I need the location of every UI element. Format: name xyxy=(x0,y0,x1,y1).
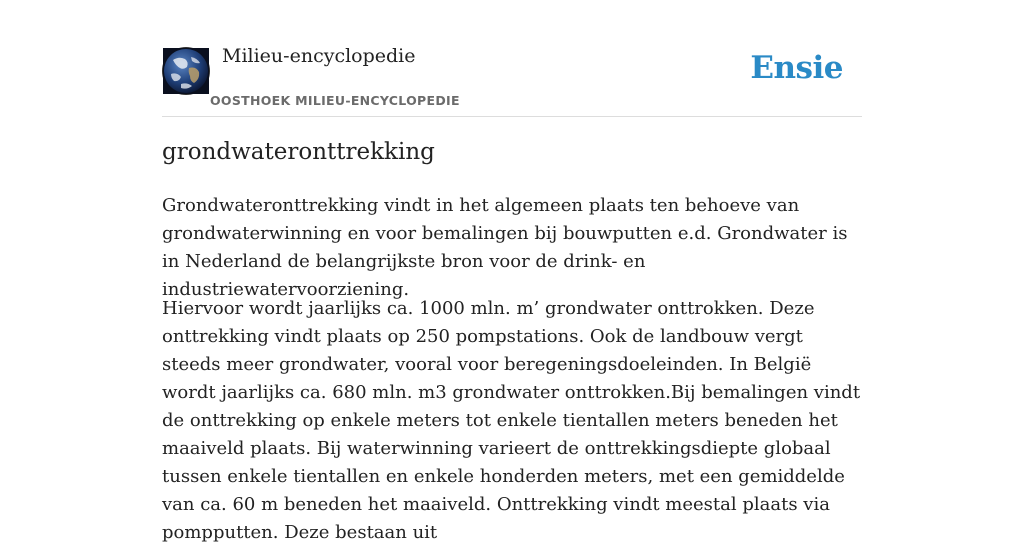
brand-logo[interactable]: Ensie xyxy=(750,50,843,86)
site-name[interactable]: Milieu-encyclopedie xyxy=(222,45,416,67)
article-paragraph: Grondwateronttrekking vindt in het algemeen plaats ten behoeve van grondwaterwinning en voor bemalingen bij bouwputten e.d. Grondwater is in Nederland de belangrijkste bron voor de drink- en industriewatervoorziening. xyxy=(162,195,848,300)
page-container xyxy=(162,0,862,543)
article-title: grondwateronttrekking xyxy=(162,139,435,165)
earth-globe-icon[interactable] xyxy=(162,47,210,95)
site-header xyxy=(162,0,862,117)
article-paragraph: Hiervoor wordt jaarlijks ca. 1000 mln. m’ grondwater onttrokken. Deze onttrekking vindt plaats op 250 pompstations. Ook de landbouw vergt steeds meer grondwater, vooral voor beregeningsdoeleinden. In België wordt jaarlijks ca. 680 mln. m3 grondwater onttrokken.Bij bemalingen vindt de onttrekking op enkele meters tot enkele tientallen meters beneden het maaiveld plaats. Bij waterwinning varieert de onttrekkingsdiepte globaal tussen enkele tientallen en enkele honderden meters, met een gemiddelde van ca. 60 m beneden het maaiveld. Onttrekking vindt meestal plaats via pompputten. Deze bestaan uit xyxy=(162,298,861,543)
site-subtitle[interactable]: OOSTHOEK MILIEU-ENCYCLOPEDIE xyxy=(210,93,460,108)
